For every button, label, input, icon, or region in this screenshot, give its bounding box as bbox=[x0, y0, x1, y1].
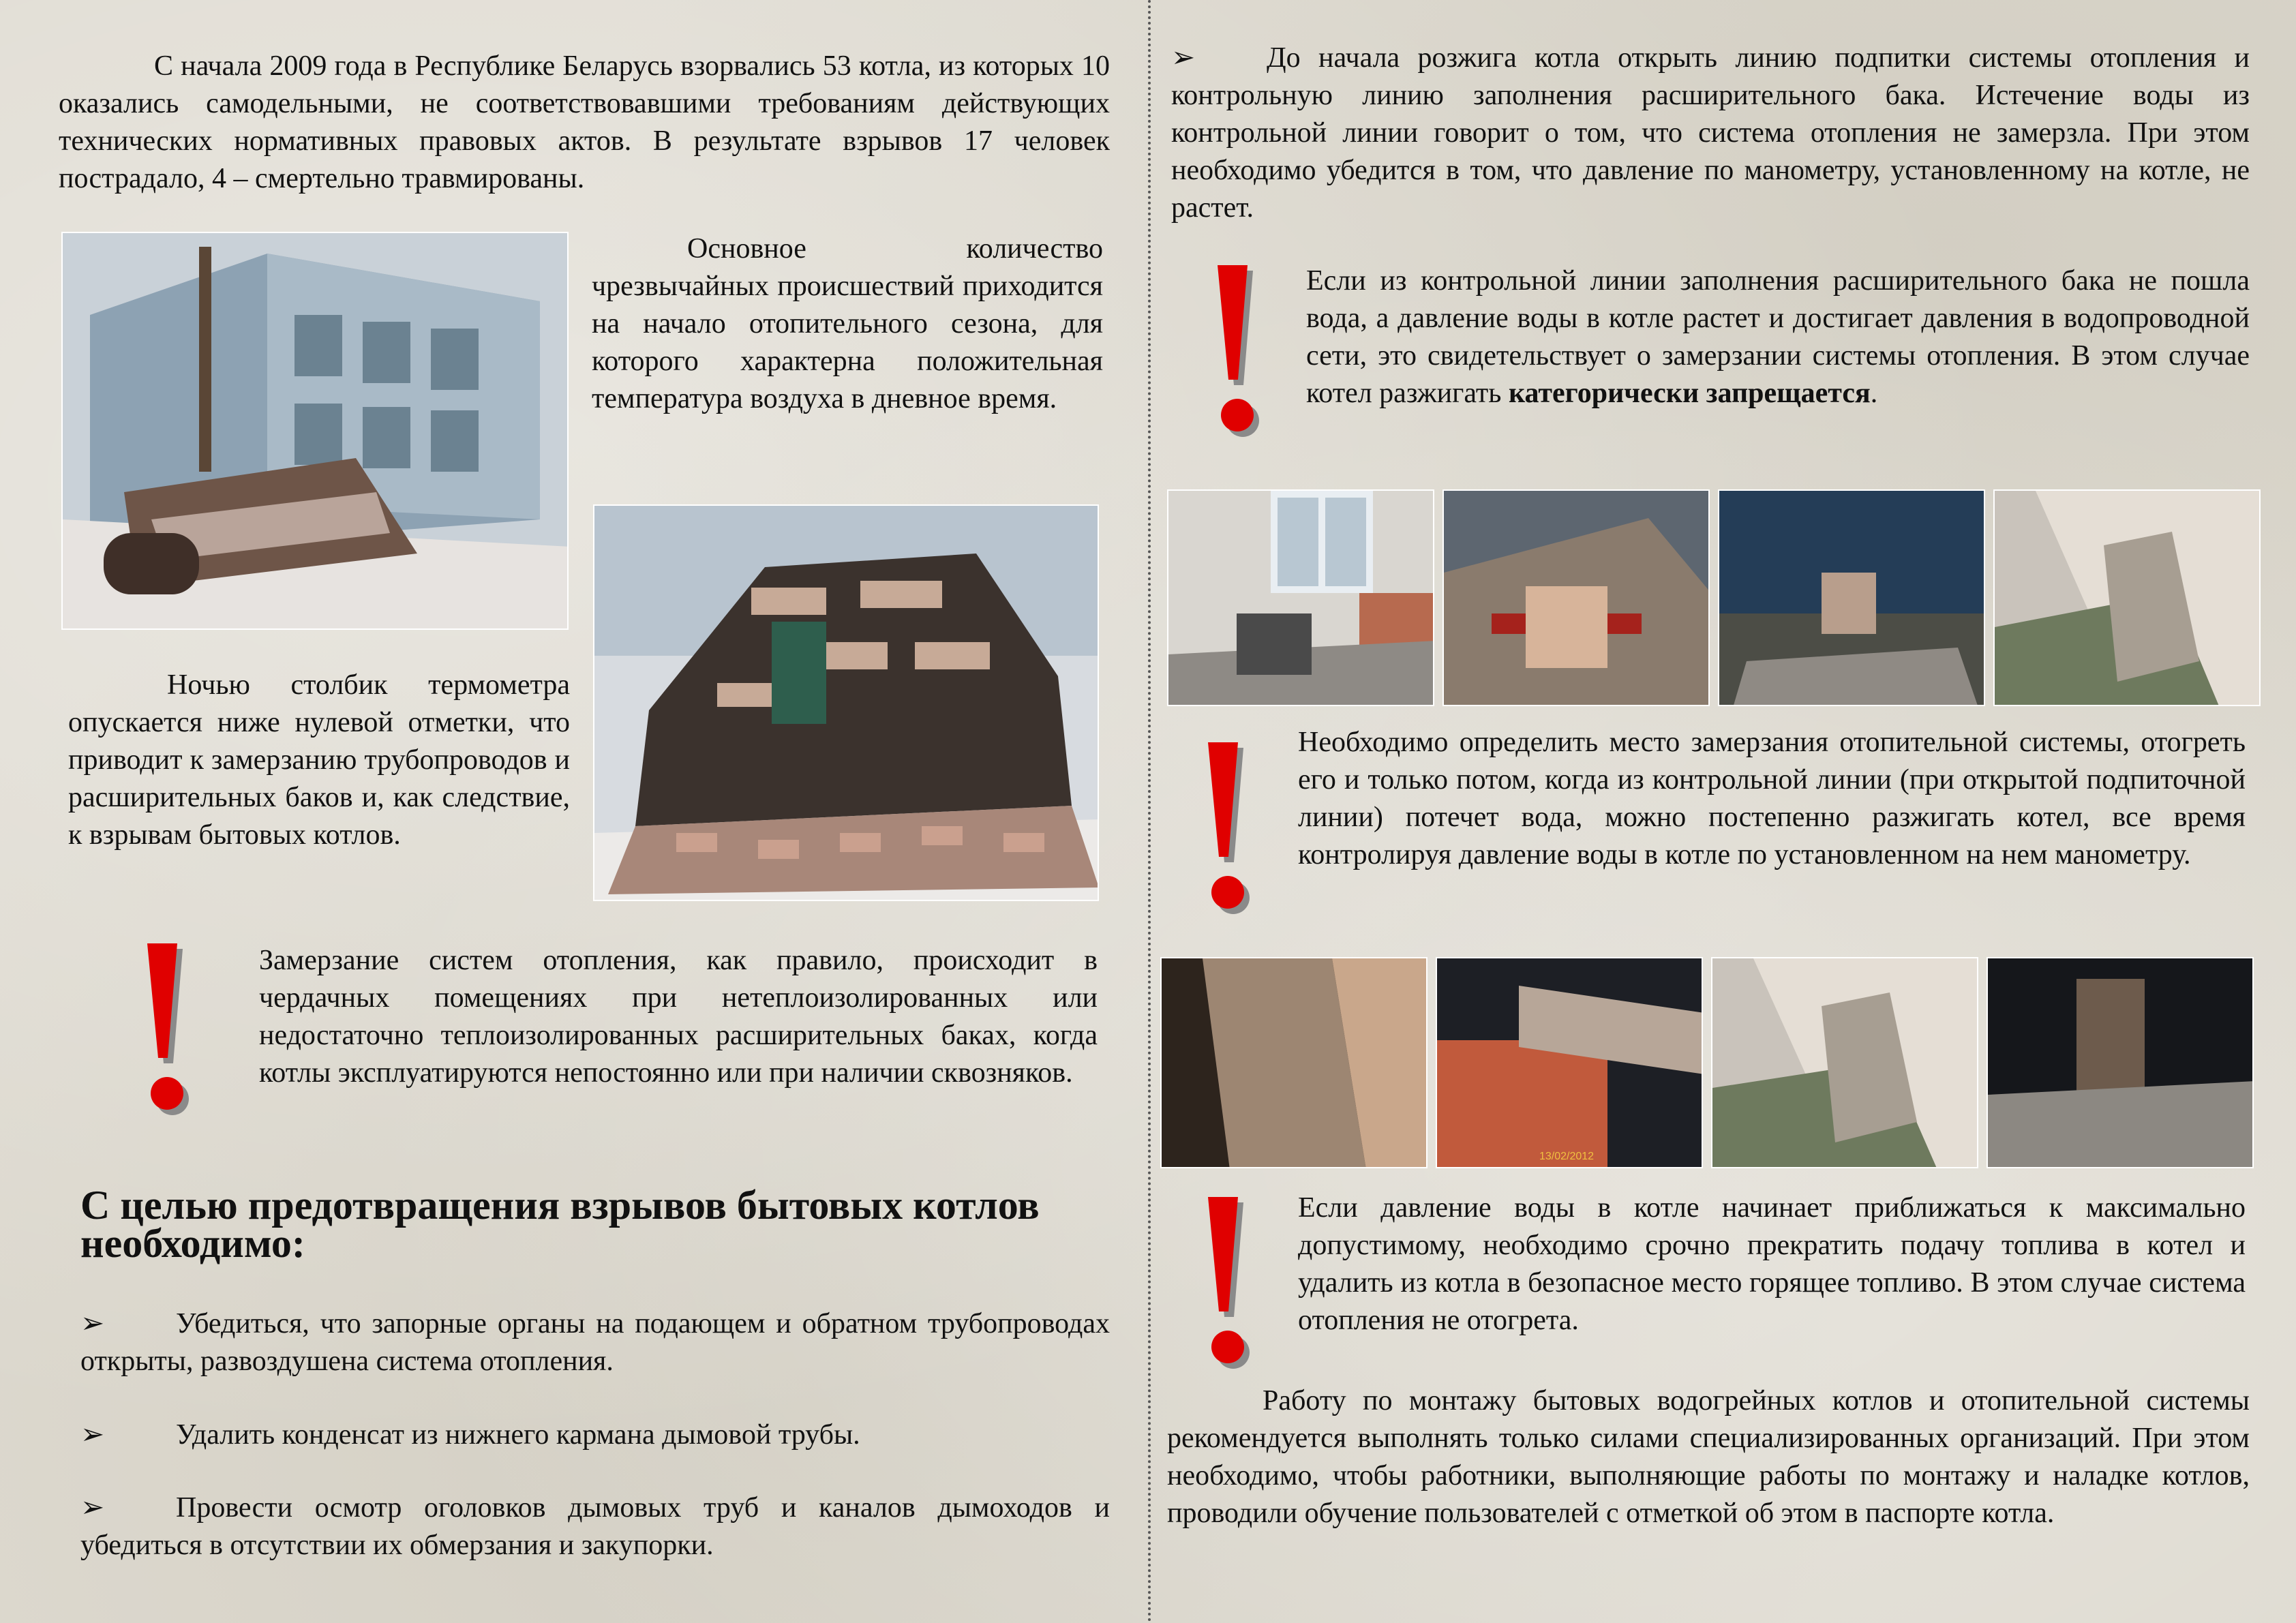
photo-explosion-6 bbox=[1436, 957, 1703, 1168]
photo-explosion-2 bbox=[1442, 489, 1710, 706]
bullet-item: ➢ Удалить конденсат из нижнего кармана дымовой трубы. bbox=[80, 1416, 1110, 1454]
explosion-7-illustration bbox=[1712, 958, 1978, 1168]
bullet-item: ➢ Провести осмотр оголовков дымовых труб и каналов дымоходов и убедиться в отсутствии их обмерзания и закупорки. bbox=[80, 1489, 1110, 1564]
warning-thaw-procedure: Необходимо определить место замерзания отопительной системы, отогреть его и только потом, когда из контрольной линии (при открытой подпиточной линии) потечет вода, можно постепенно разжигать котел, все время контролируя давление воды в котле по установленном на нем манометру. bbox=[1298, 727, 2246, 870]
exclamation-icon bbox=[1211, 262, 1272, 446]
closing-paragraph: Работу по монтажу бытовых водогрейных котлов и отопительной системы рекомендуется выполнять только силами специализированных организаций. При этом необходимо, чтобы работники, выполняющие работы по монтажу и наладке котлов, проводили обучение пользователей с отметкой об этом в паспорте котла. bbox=[1167, 1385, 2250, 1529]
damaged-building-illustration bbox=[63, 233, 569, 630]
exclamation-icon bbox=[140, 941, 202, 1125]
explosion-6-illustration bbox=[1437, 958, 1703, 1168]
photo-date-stamp: 13/02/2012 bbox=[1539, 1151, 1595, 1162]
fold-line bbox=[1148, 0, 1151, 1623]
warning-pressure-rising: Если давление воды в котле начинает приближаться к максимально допустимому, необходимо срочно прекратить подачу топлива в котел и удалить из котла в безопасное место горящее топливо. В этом случае система отопления не отогрета. bbox=[1298, 1192, 2246, 1336]
photo-explosion-5 bbox=[1160, 957, 1428, 1168]
season-paragraph: Основное количество чрезвычайных происшествий приходится на начало отопительного сезона, для которого характерна положительная температура воздуха в дневное время. bbox=[592, 233, 1103, 414]
photo-explosion-4 bbox=[1993, 489, 2261, 706]
photo-explosion-3 bbox=[1718, 489, 1985, 706]
prevention-heading: С целью предотвращения взрывов бытовых котлов необходимо: bbox=[80, 1183, 1040, 1266]
exclamation-icon bbox=[1201, 1194, 1263, 1378]
photo-damaged-building bbox=[61, 232, 569, 630]
explosion-8-illustration bbox=[1988, 958, 2254, 1168]
explosion-4-illustration bbox=[1995, 491, 2261, 706]
explosion-3-illustration bbox=[1719, 491, 1985, 706]
bullet-arrow-icon: ➢ bbox=[80, 1419, 105, 1451]
photo-explosion-1 bbox=[1167, 489, 1434, 706]
exclamation-icon bbox=[1201, 740, 1263, 924]
explosion-5-illustration bbox=[1162, 958, 1428, 1168]
bullet-arrow-icon: ➢ bbox=[80, 1308, 105, 1339]
bullet-item: ➢ До начала розжига котла открыть линию подпитки системы отопления и контрольную линию заполнения расширительного бака. Истечение воды из контрольной линии говорит о том, что система отопления не замерзла. При этом необходимо убедится в том, что давление по манометру, установленному на котле, не растет. bbox=[1171, 40, 2250, 227]
bullet-arrow-icon: ➢ bbox=[80, 1492, 105, 1523]
explosion-2-illustration bbox=[1444, 491, 1710, 706]
warning-frozen-system: Если из контрольной линии заполнения расширительного бака не пошла вода, а давление воды в котле растет и достигает давления в водопроводной сети, это свидетельствует о замерзании системы отопления. В этом случае котел разжигать категорически запрещается. bbox=[1306, 265, 2250, 409]
collapsed-house-illustration bbox=[594, 506, 1099, 901]
freeze-note: Замерзание систем отопления, как правило, происходит в чердачных помещениях при нетеплоизолированных или недостаточно теплоизолированных расширительных баках, когда котлы эксплуатируются непостоянно или при наличии сквозняков. bbox=[259, 945, 1098, 1089]
photo-explosion-7 bbox=[1711, 957, 1978, 1168]
forbidden-emphasis: категорически запрещается bbox=[1508, 378, 1871, 409]
photo-collapsed-house bbox=[593, 504, 1099, 901]
photo-explosion-8 bbox=[1987, 957, 2254, 1168]
bullet-arrow-icon: ➢ bbox=[1171, 42, 1196, 74]
intro-paragraph: С начала 2009 года в Республике Беларусь взорвались 53 котла, из которых 10 оказались самодельными, не соответствовавшими требованиям действующих технических нормативных правовых актов. В результате взрывов 17 человек пострадало, 4 – смертельно травмированы. bbox=[59, 50, 1110, 194]
bullet-item: ➢ Убедиться, что запорные органы на подающем и обратном трубопроводах открыты, развоздушена система отопления. bbox=[80, 1305, 1110, 1380]
explosion-1-illustration bbox=[1168, 491, 1434, 706]
night-paragraph: Ночью столбик термометра опускается ниже нулевой отметки, что приводит к замерзанию трубопроводов и расширительных баков и, как следствие, к взрывам бытовых котлов. bbox=[68, 669, 570, 851]
